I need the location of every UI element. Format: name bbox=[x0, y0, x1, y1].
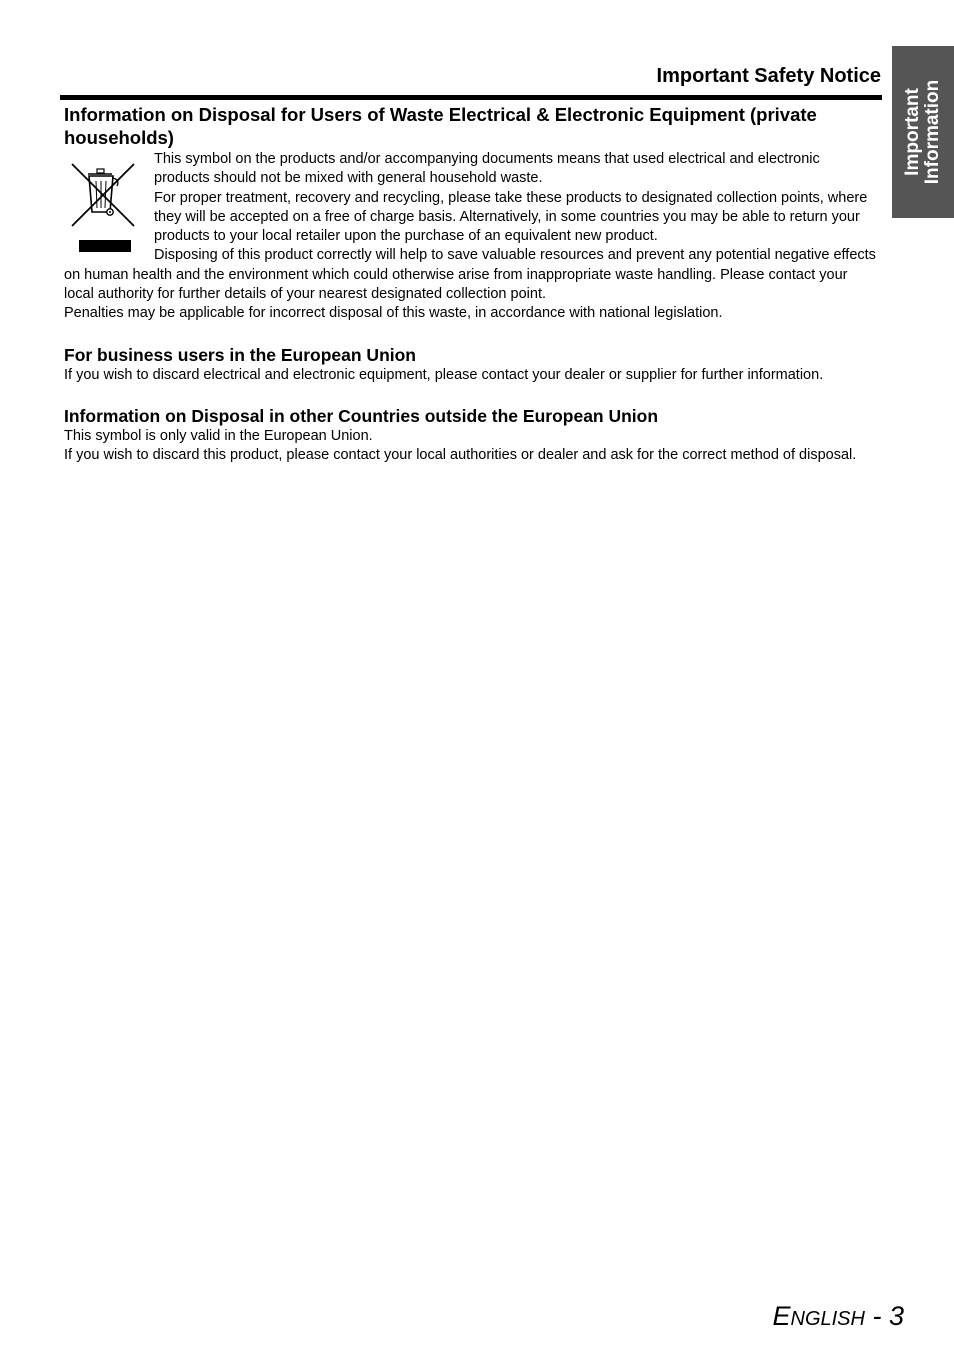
section-heading: Information on Disposal for Users of Waste Electrical & Electronic Equipment (private households) bbox=[64, 104, 817, 148]
disposal-paragraph: This symbol on the products and/or accompanying documents means that used electrical and electronic products should not be mixed with general household waste. bbox=[154, 151, 820, 187]
section-heading: Information on Disposal in other Countries outside the European Union bbox=[64, 405, 659, 426]
business-paragraph: If you wish to discard electrical and electronic equipment, please contact your dealer or supplier for further information. bbox=[64, 366, 824, 383]
main-content bbox=[64, 103, 876, 466]
footer-language-initial: E bbox=[772, 1301, 791, 1331]
page-number: 3 bbox=[888, 1301, 904, 1331]
section-weee-households bbox=[64, 103, 876, 324]
side-tab bbox=[892, 46, 954, 218]
footer-language-rest: NGLISH bbox=[790, 1308, 865, 1330]
section-outside-eu bbox=[64, 406, 876, 466]
weee-block bbox=[64, 150, 876, 324]
side-tab-line1: Important bbox=[902, 88, 923, 176]
outside-eu-paragraph: This symbol is only valid in the European Union. bbox=[64, 427, 373, 444]
header-rule bbox=[60, 95, 882, 100]
page-header-title: Important Safety Notice bbox=[656, 65, 881, 87]
disposal-paragraph: For proper treatment, recovery and recycling, please take these products to designated collection points, where they will be accepted on a free of charge basis. Alternatively, in some countries you may be able to return your products to your local retailer upon the purchase of an equivalent new product. bbox=[154, 189, 868, 245]
section-business-users-eu bbox=[64, 345, 876, 385]
footer-separator: - bbox=[864, 1301, 889, 1331]
disposal-paragraph: Penalties may be applicable for incorrect disposal of this waste, in accordance with national legislation. bbox=[64, 305, 723, 322]
section-heading: For business users in the European Union bbox=[64, 344, 416, 365]
side-tab-line2: Information bbox=[922, 79, 943, 185]
crossed-out-wheeled-bin-icon bbox=[62, 154, 144, 260]
page-footer bbox=[772, 1300, 904, 1335]
disposal-paragraph: Disposing of this product correctly will help to save valuable resources and prevent any potential negative effects on human health and the environment which could otherwise arise from inappropriate waste handling. Please contact your local authority for further details of your nearest designated collection point. bbox=[64, 247, 876, 303]
side-tab-label bbox=[903, 80, 943, 185]
outside-eu-paragraph: If you wish to discard this product, please contact your local authorities or dealer and ask for the correct method of disposal. bbox=[64, 447, 857, 464]
